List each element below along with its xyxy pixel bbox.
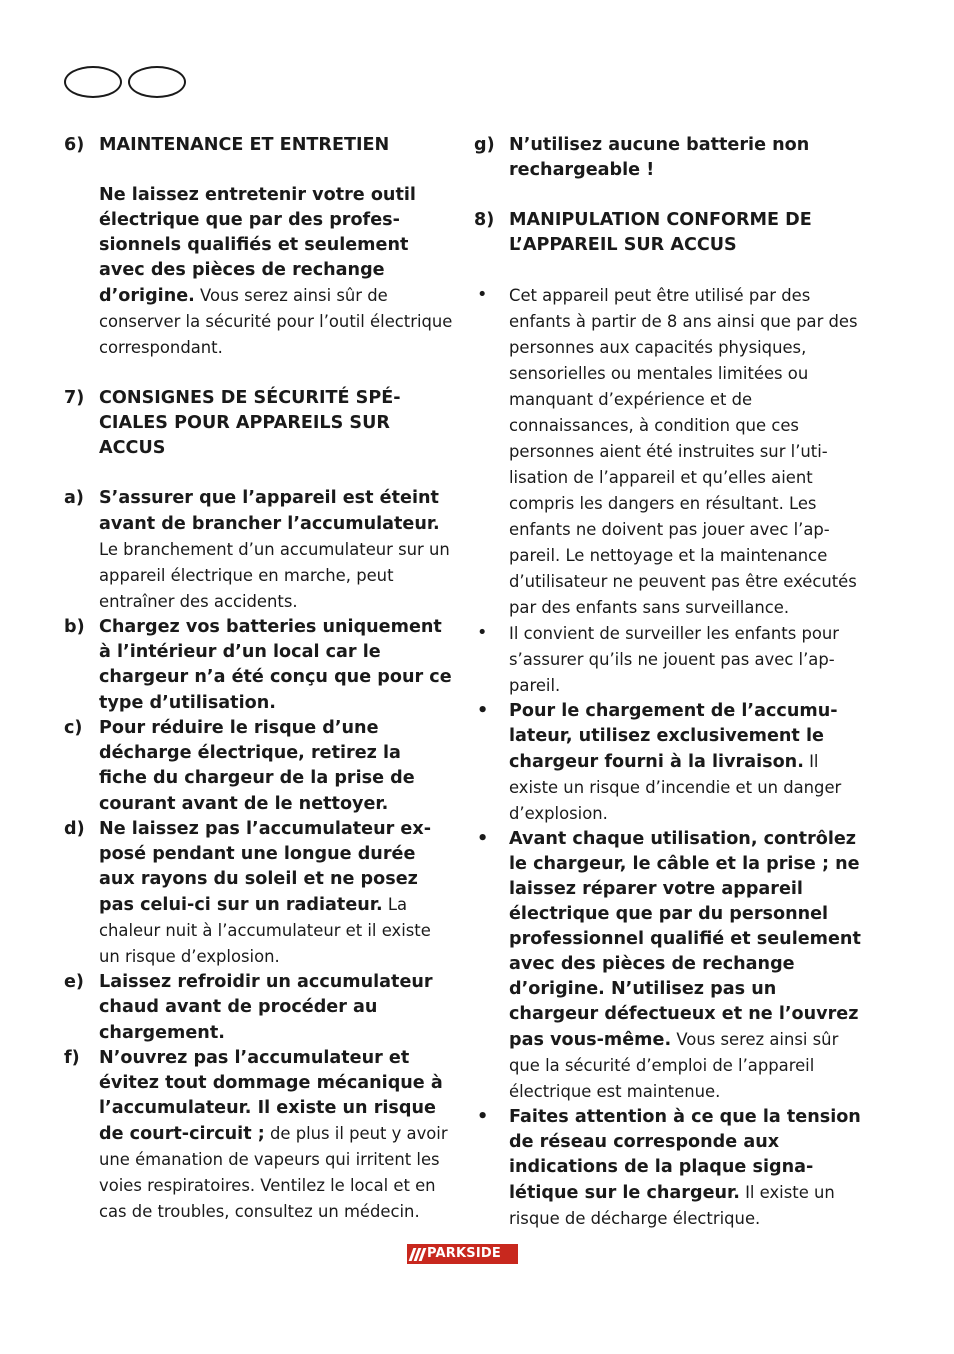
bullet-bold: Pour le chargement de l’accumulateur, utilisez exclusivement le chargeur fourni à la livraison. (509, 701, 838, 772)
bullet-text: Vous serez ainsi sûr que la sécurité d’emploi de l’appareil électrique est maintenue. (509, 1030, 839, 1101)
bullet-item (474, 283, 864, 621)
right-column (474, 133, 864, 1232)
bullet-bold: Avant chaque utilisation, contrôlez le chargeur, le câble et la prise ; ne laissez réparer votre appareil électrique que par du personnel professionnel qualifié et seulement avec des pièces de rechange d’origine. N’utilisez pas un chargeur défectueux et ne l’ouvrez pas vous-même. (509, 829, 861, 1050)
bullet-item (474, 699, 864, 827)
language-code-ovals (64, 66, 186, 98)
bullet-icon: • (477, 1107, 489, 1127)
language-oval-2 (128, 66, 186, 98)
list-item (64, 615, 454, 716)
list-item (64, 716, 454, 817)
item-text: de plus il peut y avoir une émanation de vapeurs qui irritent les voies respiratoires. Ventilez le local et en cas de troubles, consultez un médecin. (99, 1124, 448, 1221)
item-label: d) (64, 819, 85, 839)
section-6-bold: Ne laissez entretenir votre outil électrique que par des professionnels qualifiés et seulement avec des pièces de rechange d’origine. (99, 185, 416, 306)
item-label: f) (64, 1048, 80, 1068)
item-label: e) (64, 972, 84, 992)
bullet-text: Il convient de surveiller les enfants pour s’assurer qu’ils ne jouent pas avec l’appareil. (509, 624, 840, 695)
bullet-icon: • (477, 623, 488, 643)
section-8 (474, 208, 864, 258)
item-bold: S’assurer que l’appareil est éteint avant de brancher l’accumulateur. (99, 488, 440, 534)
left-column (64, 133, 454, 1225)
section-number: 7) (64, 388, 85, 408)
list-item (64, 970, 454, 1046)
bullet-item (474, 1105, 864, 1232)
item-bold: Chargez vos batteries uniquement à l’intérieur d’un local car le chargeur n’a été conçu que pour ce type d’utilisation. (99, 617, 452, 713)
item-text: La chaleur nuit à l’accumulateur et il existe un risque d’explosion. (99, 895, 431, 966)
list-item (64, 1046, 454, 1225)
logo-text: PARKSIDE (427, 1246, 501, 1261)
item-bold: Ne laissez pas l’accumulateur exposé pendant une longue durée aux rayons du soleil et ne posez pas celui-ci sur un radiateur. (99, 819, 432, 915)
section-6 (64, 133, 454, 361)
item-bold: Pour réduire le risque d’une décharge électrique, retirez la fiche du chargeur de la prise de courant avant de le nettoyer. (99, 718, 415, 814)
bullet-text: Il existe un risque d’incendie et un danger d’explosion. (509, 752, 842, 823)
section-title: MANIPULATION CONFORME DE L’APPAREIL SUR ACCUS (509, 210, 812, 255)
list-item (64, 817, 454, 970)
item-bold: N’utilisez aucune batterie non rechargeable ! (509, 135, 810, 180)
logo-stripes-icon (407, 1244, 427, 1264)
item-label: g) (474, 135, 495, 155)
bullet-text: Il existe un risque de décharge électrique. (509, 1183, 835, 1228)
section-6-text: Vous serez ainsi sûr de conserver la sécurité pour l’outil électrique correspondant. (99, 286, 453, 357)
bullet-text: Cet appareil peut être utilisé par des enfants à partir de 8 ans ainsi que par des personnes aux capacités physiques, sensorielles ou mentales limitées ou manquant d’expérience et de connaissances, à condition que ces personnes aient été instruites sur l’utilisation de l’appareil et qu’elles aient compris les dangers en résultant. Les enfants ne doivent pas jouer avec l’appareil. Le nettoyage et la maintenance d’utilisateur ne peuvent pas être exécutés par des enfants sans surveillance. (509, 286, 858, 617)
bullet-icon: • (477, 285, 488, 305)
language-oval-1 (64, 66, 122, 98)
bullet-bold: Faites attention à ce que la tension de réseau corresponde aux indications de la plaque signalétique sur le chargeur. (509, 1107, 861, 1203)
list-item (64, 486, 454, 615)
item-label: b) (64, 617, 85, 637)
item-bold: Laissez refroidir un accumulateur chaud avant de procéder au chargement. (99, 972, 433, 1043)
section-number: 6) (64, 135, 85, 155)
list-item (474, 133, 864, 183)
item-label: a) (64, 488, 84, 508)
bullet-icon: • (477, 701, 489, 721)
item-text: Le branchement d’un accumulateur sur un appareil électrique en marche, peut entraîner des accidents. (99, 540, 450, 611)
section-7 (64, 386, 454, 461)
bullet-item (474, 621, 864, 699)
parkside-logo (407, 1244, 518, 1264)
section-title: MAINTENANCE ET ENTRETIEN (99, 135, 390, 155)
item-bold: N’ouvrez pas l’accumulateur et évitez tout dommage mécanique à l’accumulateur. Il existe un risque de court-circuit ; (99, 1048, 443, 1144)
section-number: 8) (474, 210, 495, 230)
bullet-item (474, 827, 864, 1105)
item-label: c) (64, 718, 83, 738)
bullet-icon: • (477, 829, 489, 849)
section-title: CONSIGNES DE SÉCURITÉ SPÉCIALES POUR APPAREILS SUR ACCUS (99, 388, 401, 458)
